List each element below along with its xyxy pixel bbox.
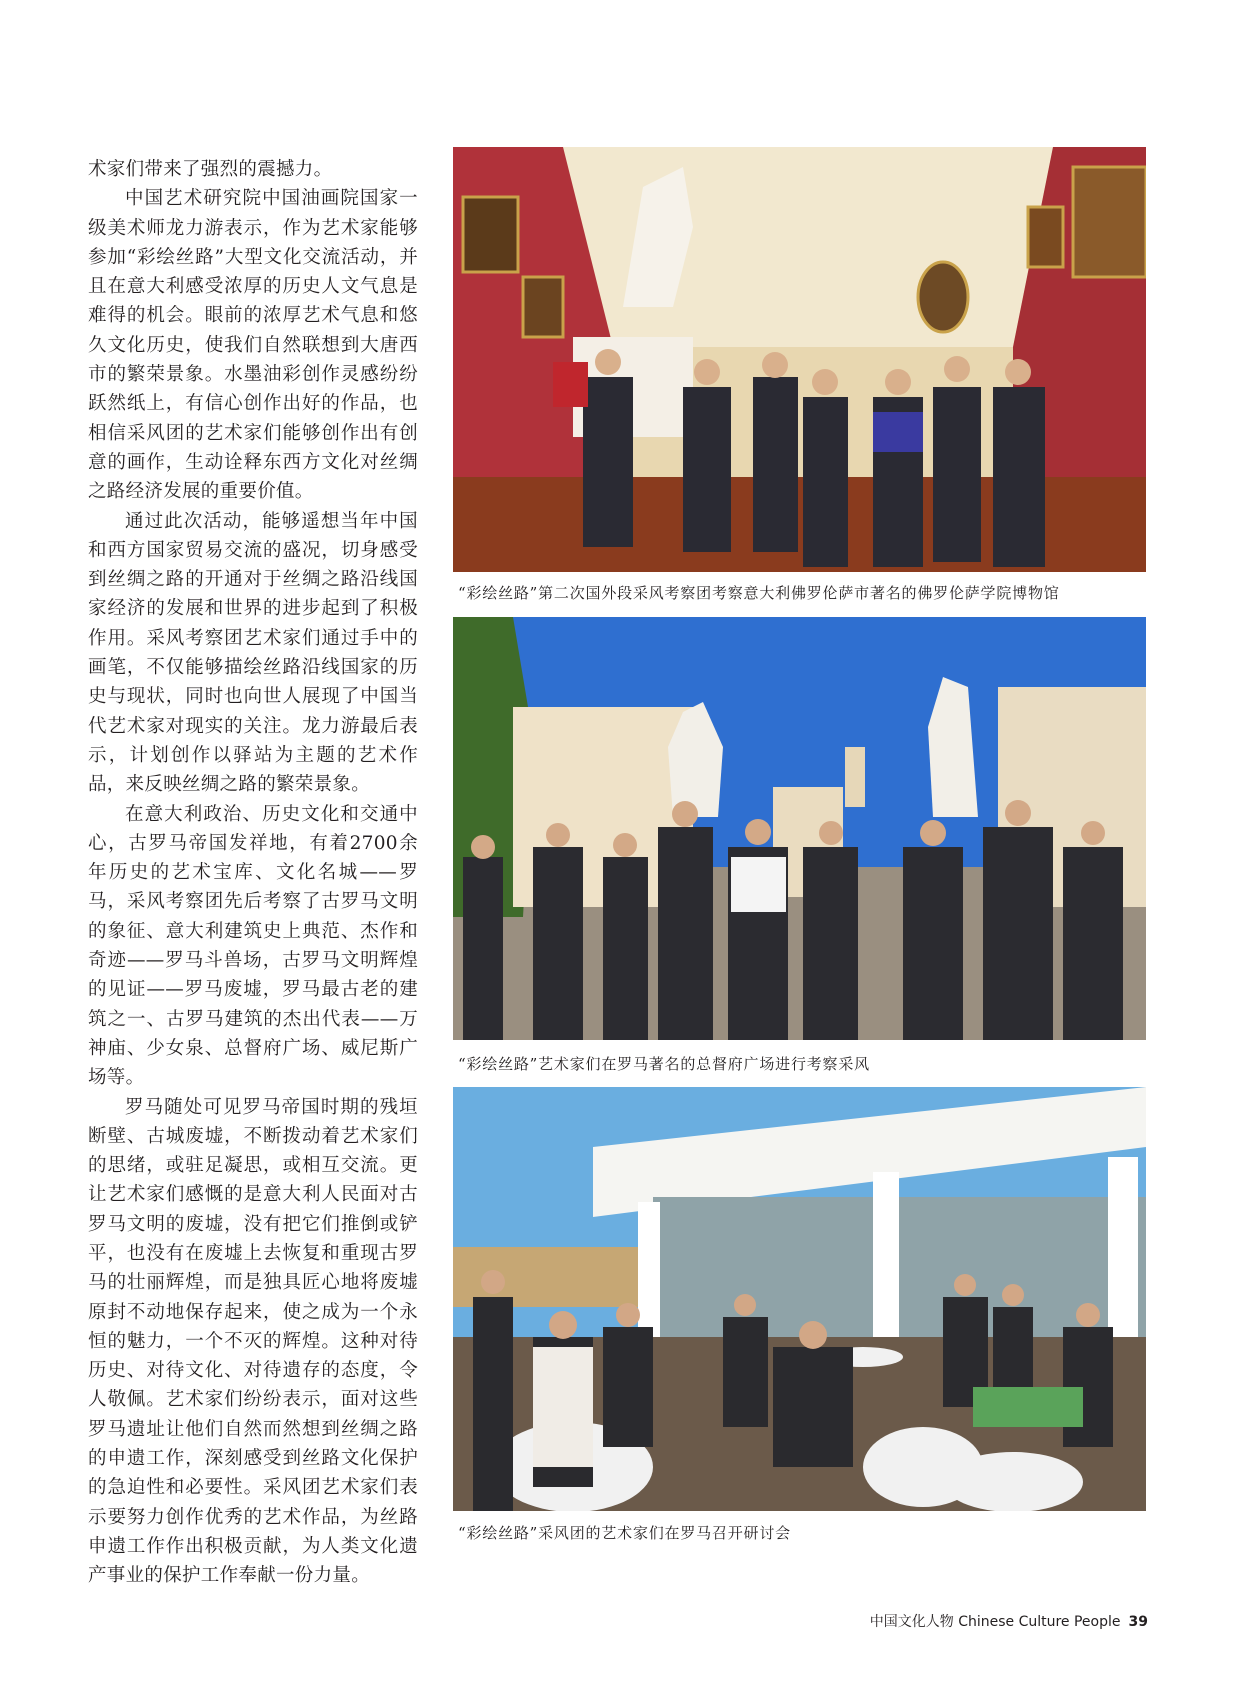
capitoline-square-photo — [453, 617, 1146, 1040]
photo-caption: “彩绘丝路”第二次国外段采风考察团考察意大利佛罗伦萨市著名的佛罗伦萨学院博物馆 — [458, 584, 1060, 602]
paragraph: 中国艺术研究院中国油画院国家一级美术师龙力游表示，作为艺术家能够参加“彩绘丝路”大型文化交流活动，并且在意大利感受浓厚的历史人文气息是难得的机会。眼前的浓厚艺术气息和悠久文化历史，使我们自然联想到大唐西市的繁荣景象。水墨油彩创作灵感纷纷跃然纸上，有信心创作出好的作品，也相信采风团的艺术家们能够创作出有创意的画作，生动诠释东西方文化对丝绸之路经济发展的重要价值。 — [88, 188, 418, 503]
article-body — [88, 155, 418, 1591]
paragraph: 通过此次活动，能够遥想当年中国和西方国家贸易交流的盛况，切身感受到丝绸之路的开通对于丝绸之路沿线国家经济的发展和世界的进步起到了积极作用。采风考察团艺术家们通过手中的画笔，不仅能够描绘丝路沿线国家的历史与现状，同时也向世人展现了中国当代艺术家对现实的关注。龙力游最后表示，计划创作以驿站为主题的艺术作品，来反映丝绸之路的繁荣景象。 — [88, 510, 418, 796]
photo-caption: “彩绘丝路”采风团的艺术家们在罗马召开研讨会 — [458, 1524, 791, 1542]
paragraph: 术家们带来了强烈的震撼力。 — [88, 159, 333, 180]
museum-gallery-photo — [453, 147, 1146, 572]
photo-caption: “彩绘丝路”艺术家们在罗马著名的总督府广场进行考察采风 — [458, 1055, 870, 1073]
publication-name: 中国文化人物 Chinese Culture People — [869, 1614, 1121, 1630]
paragraph: 在意大利政治、历史文化和交通中心，古罗马帝国发祥地，有着2700余年历史的艺术宝库、文化名城——罗马，采风考察团先后考察了古罗马文明的象征、意大利建筑史上典范、杰作和奇迹——罗马斗兽场，古罗马文明辉煌的见证——罗马废墟，罗马最古老的建筑之一、古罗马建筑的杰出代表——万神庙、少女泉、总督府广场、威尼斯广场等。 — [88, 803, 418, 1089]
terrace-seminar-photo — [453, 1087, 1146, 1511]
page-number: 39 — [1128, 1614, 1148, 1630]
page-footer — [870, 1611, 1148, 1631]
paragraph: 罗马随处可见罗马帝国时期的残垣断壁、古城废墟，不断拨动着艺术家们的思绪，或驻足凝思，或相互交流。更让艺术家们感慨的是意大利人民面对古罗马文明的废墟，没有把它们推倒或铲平，也没有在废墟上去恢复和重现古罗马的壮丽辉煌，而是独具匠心地将废墟原封不动地保存起来，使之成为一个永恒的魅力，一个不灭的辉煌。这种对待历史、对待文化、对待遗存的态度，令人敬佩。艺术家们纷纷表示，面对这些罗马遗址让他们自然而然想到丝绸之路的申遗工作，深刻感受到丝路文化保护的急迫性和必要性。采风团艺术家们表示要努力创作优秀的艺术作品，为丝路申遗工作作出积极贡献，为人类文化遗产事业的保护工作奉献一份力量。 — [88, 1096, 418, 1587]
